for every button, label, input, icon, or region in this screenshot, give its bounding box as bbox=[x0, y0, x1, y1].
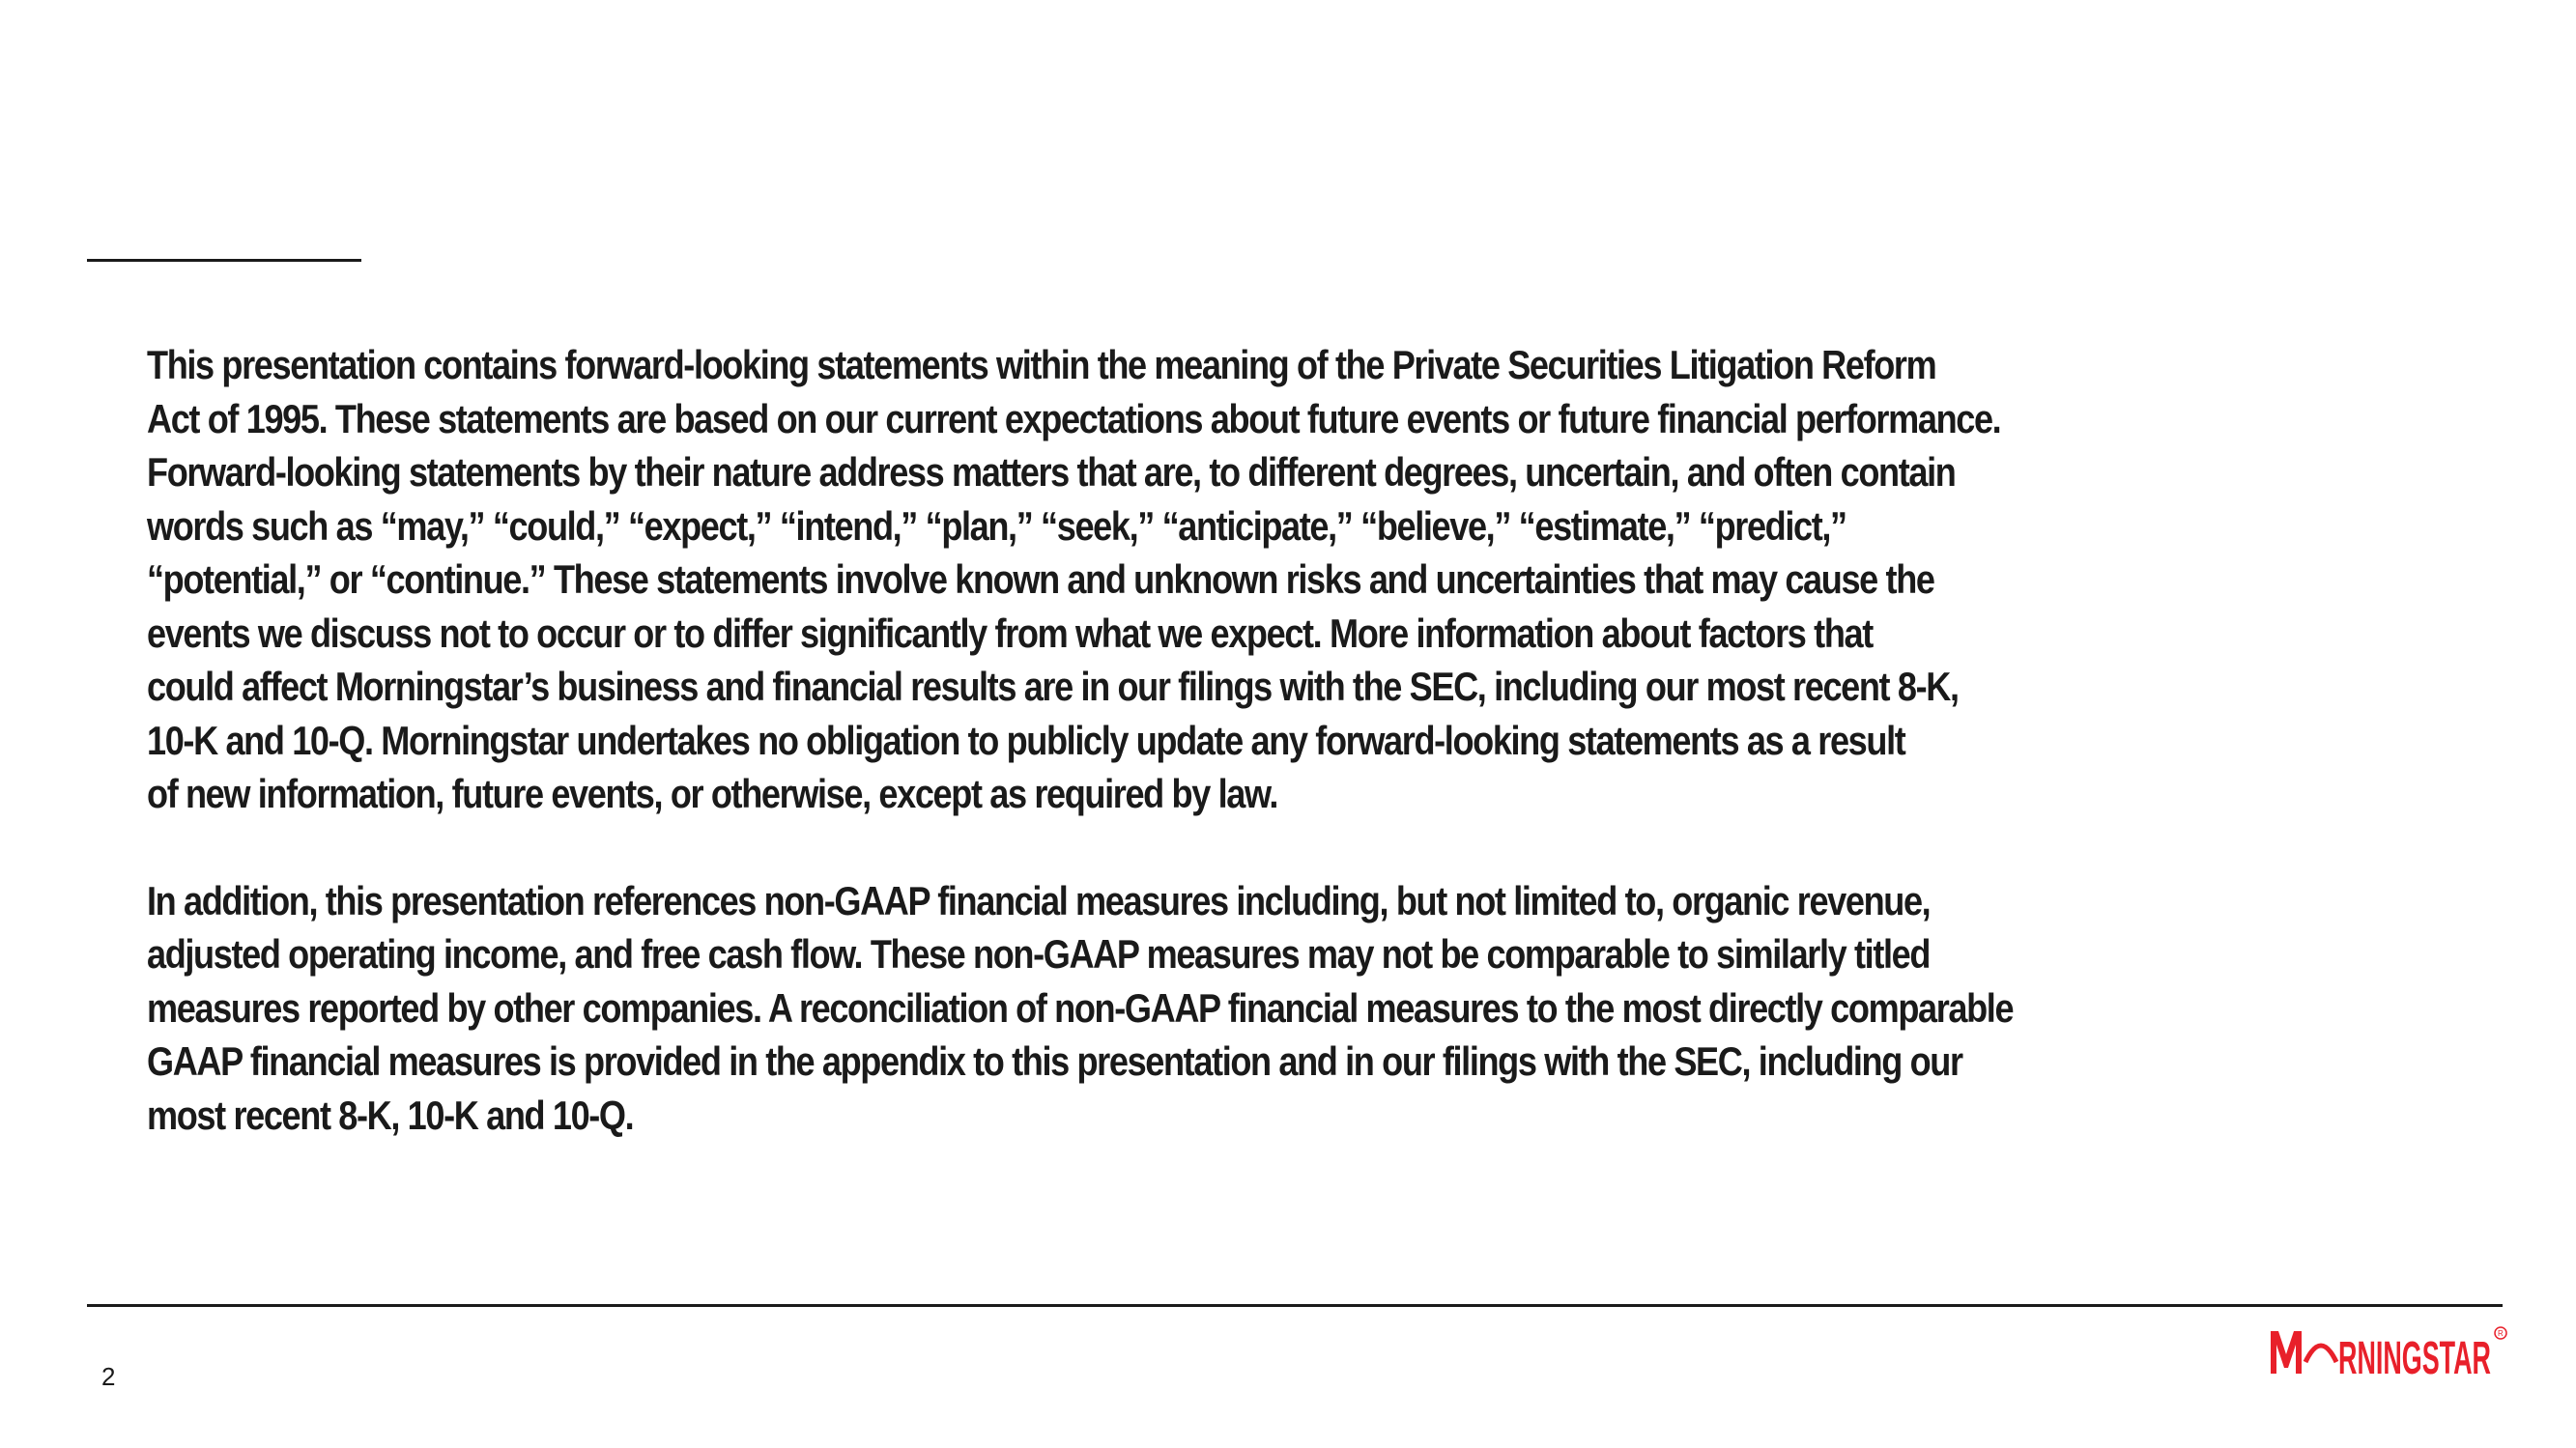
paragraph-line: most recent 8-K, 10-K and 10-Q. bbox=[147, 1092, 634, 1138]
paragraph-line: adjusted operating income, and free cash flow. These non-GAAP measures may not be comparable to similarly titled bbox=[147, 931, 1931, 977]
non-gaap-paragraph bbox=[147, 874, 2485, 1143]
forward-looking-statement-paragraph bbox=[147, 338, 2485, 821]
paragraph-line: This presentation contains forward-looking statements within the meaning of the Private Securities Litigation Reform bbox=[147, 342, 1936, 387]
paragraph-line: measures reported by other companies. A reconciliation of non-GAAP financial measures to the most directly comparable bbox=[147, 984, 2014, 1031]
paragraph-line: could affect Morningstar’s business and financial results are in our filings with the SEC, including our most recent 8-K, bbox=[147, 664, 1959, 709]
paragraph-line: In addition, this presentation references non-GAAP financial measures including, but not limited to, organic revenue, bbox=[147, 877, 1931, 923]
morningstar-logo bbox=[2269, 1323, 2510, 1381]
paragraph-line: of new information, future events, or otherwise, except as required by law. bbox=[147, 771, 1277, 816]
top-divider bbox=[87, 259, 361, 262]
page-number: 2 bbox=[101, 1362, 116, 1391]
logo-letter-m bbox=[2271, 1331, 2302, 1374]
footer-divider bbox=[87, 1304, 2503, 1307]
logo-wordmark: RNINGSTAR bbox=[2338, 1333, 2491, 1381]
paragraph-line: events we discuss not to occur or to differ significantly from what we expect. More information about factors that bbox=[147, 610, 1873, 656]
paragraph-line: GAAP financial measures is provided in the appendix to this presentation and in our filings with the SEC, including our bbox=[147, 1038, 1962, 1084]
svg-text:R: R bbox=[2498, 1329, 2504, 1338]
paragraph-line: “potential,” or “continue.” These statements involve known and unknown risks and uncertainties that may cause the bbox=[147, 556, 1934, 602]
paragraph-line: words such as “may,” “could,” “expect,” “intend,” “plan,” “seek,” “anticipate,” “believe,” “estimate,” “predict,” bbox=[147, 502, 1846, 549]
paragraph-line: Act of 1995. These statements are based on our current expectations about future events or future financial performance. bbox=[147, 395, 2001, 441]
paragraph-line: Forward-looking statements by their nature address matters that are, to different degrees, uncertain, and often contain bbox=[147, 449, 1956, 495]
logo-arc-icon bbox=[2305, 1346, 2336, 1362]
disclaimer-body bbox=[147, 338, 2485, 1142]
paragraph-line: 10-K and 10-Q. Morningstar undertakes no obligation to publicly update any forward-looking statements as a result bbox=[147, 717, 1905, 763]
